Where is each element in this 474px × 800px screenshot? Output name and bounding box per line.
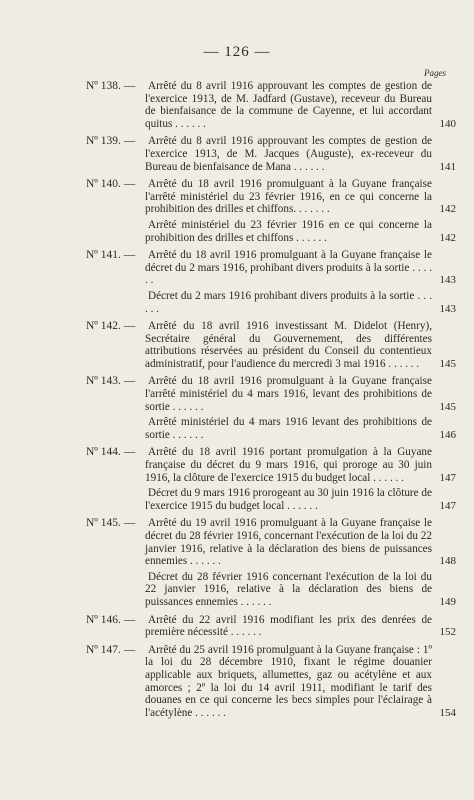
entry	[0, 135, 474, 173]
entry-text	[145, 290, 458, 315]
entry-number: Nº 139. —	[86, 135, 136, 148]
entry-text	[145, 135, 458, 173]
dot-leader: . . . . . .	[145, 289, 433, 315]
page-reference: 143	[439, 274, 456, 287]
entry-text	[145, 487, 458, 512]
entry-text-content: Décret du 2 mars 1916 prohibant divers produits à la sortie	[148, 289, 415, 302]
dot-leader: . . . . . .	[385, 357, 420, 370]
page-reference: 142	[439, 203, 456, 216]
entry-text	[145, 571, 458, 609]
entry-text-content: Arrêté du 19 avril 1916 promulguant à la Guyane française le décret du 28 février 1916, concernant l'exécution de la loi du 22 janvier 1916, relative à la déclaration des biens de puissances ennemies	[145, 517, 432, 568]
entry-text-content: Arrêté du 8 avril 1916 approuvant les comptes de gestion de l'exercice 1913, de M. Jadfard (Gustave), receveur du Bureau de bienfaisance de la commune de Cayenne, et lui accordant quitus	[145, 80, 432, 130]
entry-text-content: Arrêté ministériel du 23 février 1916 en ce qui concerne la prohibition des drilles et chiffons	[145, 218, 432, 244]
entry-text	[145, 614, 458, 639]
entry-text-content: Arrêté du 18 avril 1916 portant promulgation à la Guyane française du décret du 9 mars 1916, qui proroge au 30 juin 1916, la clôture de l'exercice 1915 du budget local	[145, 446, 432, 484]
entry	[0, 375, 474, 441]
entry-body	[145, 249, 458, 315]
entry-text	[145, 517, 458, 567]
page-reference: 149	[439, 595, 456, 608]
entry-body	[145, 517, 458, 608]
entry-body	[145, 375, 458, 441]
dot-leader: . . . . . .	[192, 706, 226, 719]
page-reference: 148	[439, 555, 456, 568]
entry-text-content: Arrêté du 22 avril 1916 modifiant les prix des denrées de première nécessité	[145, 613, 432, 639]
entry-text	[145, 320, 458, 370]
entry-text-content: Décret du 9 mars 1916 prorogeant au 30 juin 1916 la clôture de l'exercice 1915 du budget local	[145, 487, 432, 512]
pages-column-header: Pages	[424, 68, 446, 78]
dot-leader: . . . . . .	[370, 471, 404, 484]
entry	[0, 446, 474, 512]
entry-text-content: Arrêté du 8 avril 1916 approuvant les comptes de gestion de l'exercice 1913, de M. Jacques (Auguste), ex-receveur du Bureau de bienfaisance de Mana	[145, 135, 432, 173]
entry-body	[145, 178, 458, 244]
page-reference: 141	[439, 160, 456, 173]
entry-text-content: Arrêté du 25 avril 1916 promulguant à la Guyane française : 1º la loi du 28 décembre 1910, fixant le régime douanier applicable aux briquets, allumettes, gaz ou acétylène et aux amorces ; 2º la loi du 14 avril 1911, modifiant le tarif des douanes en ce qui concerne les becs simples pour l'éclairage à l'acétylène	[145, 643, 432, 719]
entry-text	[145, 178, 458, 216]
entry-text	[145, 644, 458, 720]
page-reference: 145	[439, 400, 456, 413]
dot-leader: . . . . . .	[237, 595, 272, 608]
entry-number: Nº 143. —	[86, 375, 136, 388]
page-reference: 140	[439, 117, 456, 130]
entry-number: Nº 138. —	[86, 80, 136, 92]
entry-text	[145, 219, 458, 244]
dot-leader: . . . . . .	[296, 203, 330, 216]
page-reference: 147	[439, 471, 456, 484]
entry-text-content: Arrêté du 18 avril 1916 promulguant à la Guyane française le décret du 2 mars 1916, prohibant divers produits à la sortie	[145, 249, 432, 274]
page-reference: 145	[439, 357, 456, 370]
entry-number: Nº 146. —	[86, 613, 136, 626]
entry-text	[145, 80, 458, 130]
page-reference: 152	[439, 626, 456, 639]
entry	[0, 178, 474, 244]
entry	[0, 320, 474, 370]
entry-text-content: Arrêté du 18 avril 1916 promulguant à la Guyane française l'arrêté ministériel du 23 février 1916, en ce qui concerne la prohibition des drilles et chiffons.	[145, 178, 432, 216]
page-reference: 146	[439, 428, 456, 441]
page-number: — 126 —	[203, 44, 271, 60]
entry-body	[145, 446, 458, 512]
entry-text	[145, 249, 458, 287]
dot-leader: . . . . . .	[145, 261, 433, 287]
entry-body	[145, 80, 458, 130]
entry	[0, 644, 474, 720]
dot-leader: . . . . . .	[227, 626, 262, 639]
entry-number: Nº 141. —	[86, 249, 136, 262]
entry-text-content: Arrêté du 18 avril 1916 investissant M. Didelot (Henry), Secrétaire général du Gouvernement, des différentes attributions réservées au président du Conseil du contentieux administratif, pour l'audience du mercredi 3 mai 1916	[145, 320, 432, 370]
entry-text-content: Arrêté du 18 avril 1916 promulguant à la Guyane française l'arrêté ministériel du 4 mars 1916, levant des prohibitions de sortie	[145, 375, 432, 413]
dot-leader: . . . . . .	[293, 231, 327, 244]
page-reference: 154	[439, 706, 456, 719]
entry	[0, 614, 474, 639]
entry-text	[145, 375, 458, 413]
entry	[0, 517, 474, 608]
page-reference: 147	[439, 499, 456, 512]
entry-number: Nº 144. —	[86, 446, 136, 459]
entry-number: Nº 142. —	[86, 320, 136, 333]
entry-body	[145, 644, 458, 720]
page-reference: 143	[439, 302, 456, 315]
entry-body	[145, 320, 458, 370]
page-reference: 142	[439, 231, 456, 244]
dot-leader: . . . . . .	[172, 117, 206, 130]
entry-number: Nº 147. —	[86, 643, 136, 656]
entry-number: Nº 140. —	[86, 178, 136, 191]
entry-number: Nº 145. —	[86, 517, 136, 530]
entry-text-content: Arrêté ministériel du 4 mars 1916 levant des prohibitions de sortie	[145, 416, 432, 441]
entry	[0, 249, 474, 315]
entry-text-content: Décret du 28 février 1916 concernant l'exécution de la loi du 22 janvier 1916, relative à la déclaration des biens de puissances ennemies	[145, 570, 432, 608]
dot-leader: . . . . . .	[284, 499, 318, 512]
entry-text	[145, 446, 458, 484]
entries-list	[0, 80, 474, 724]
dot-leader: . . . . . .	[291, 160, 325, 173]
entry-body	[145, 135, 458, 173]
dot-leader: . . . . . .	[187, 555, 221, 568]
entry-text	[145, 416, 458, 441]
entry-body	[145, 614, 458, 639]
dot-leader: . . . . . .	[169, 428, 204, 441]
dot-leader: . . . . . .	[169, 400, 204, 413]
entry	[0, 80, 474, 130]
